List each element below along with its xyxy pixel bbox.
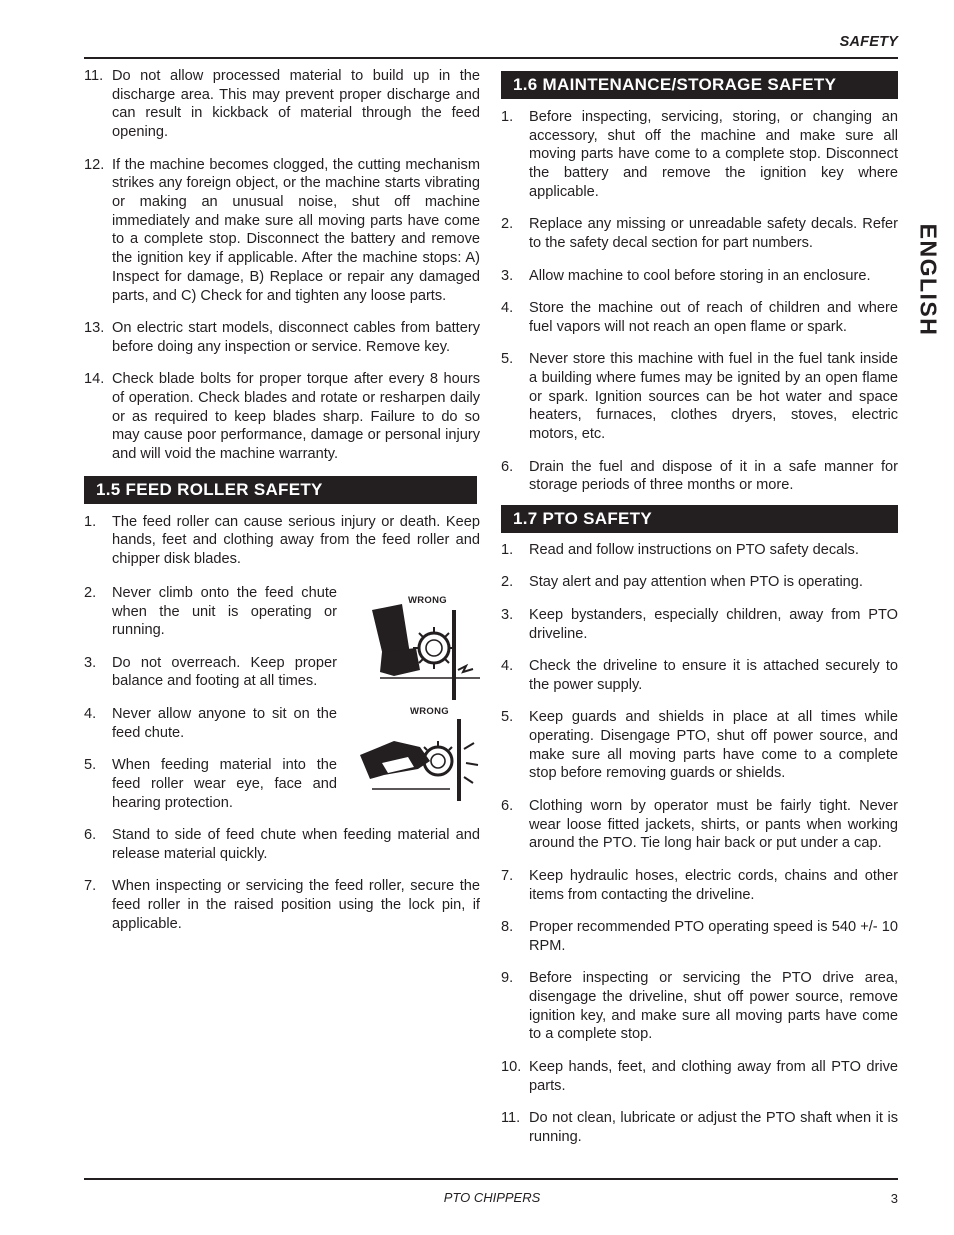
item-text: Do not overreach. Keep proper balance and footing at all times. [112,654,337,690]
item-number: 9. [501,970,514,987]
item-number: 5. [501,351,514,368]
item-text: Check blade bolts for proper torque after every 8 hours of operation. Check blades and rotate or resharpen daily or as required to keep blades sharp. Failure to do so may cause poor performance, damage or personal injury and will void the machine warranty. [112,371,480,463]
item-text: Keep guards and shields in place at all times while operating. Disengage PTO, shut off power source, and make sure all moving parts have come to a complete stop before removing guards or shields. [529,709,898,782]
item-text: Before inspecting or servicing the PTO drive area, disengage the driveline, shut off power source, remove ignition key, and make sure all moving parts have come to a complete stop. [529,970,898,1043]
item-number: 2. [501,574,514,591]
list-item [501,1058,898,1095]
list-item [501,573,898,592]
list-item [84,67,480,142]
footer-rule [84,1178,898,1180]
section-heading-maintenance-storage-safety: 1.6 MAINTENANCE/STORAGE SAFETY [501,71,898,99]
list-item [501,541,898,560]
list-item [501,350,898,444]
list-item [501,458,898,495]
item-number: 2. [84,584,97,601]
item-text: Do not clean, lubricate or adjust the PTO shaft when it is running. [529,1110,898,1145]
item-text: Check the driveline to ensure it is attached securely to the power supply. [529,658,898,693]
section-heading-pto-safety: 1.7 PTO SAFETY [501,505,898,533]
item-text: Clothing worn by operator must be fairly tight. Never wear loose fitted jackets, shirts, or pants when working around the PTO. Tie long hair back or put under a cap. [529,797,898,852]
item-number: 11. [501,1110,521,1127]
item-number: 4. [501,658,514,675]
list-item [501,267,898,286]
item-number: 12. [84,156,105,173]
wrong-label: WRONG [410,706,449,717]
item-text: If the machine becomes clogged, the cutting mechanism strikes any foreign object, or the machine starts vibrating or making an unusual noise, shut off machine immediately and make sure all moving parts have come to a complete stop. Disconnect the battery and remove the ignition key if applicable. After the machine stops: A) Inspect for damage, B) Replace or repair any damaged parts, and C) Check for and tighten any loose parts. [112,156,480,304]
item-number: 2. [501,216,514,233]
item-text: Drain the fuel and dispose of it in a safe manner for storage periods of three months or more. [529,458,898,494]
hand-in-feed-roller-icon [354,703,484,803]
item-text: When inspecting or servicing the feed roller, secure the feed roller in the raised position using the lock pin, if applicable. [112,878,480,932]
item-text: Stand to side of feed chute when feeding material and release material quickly. [112,827,480,862]
list-item [501,867,898,904]
item-number: 8. [501,919,514,936]
list-item [84,756,337,812]
item-text: Keep hydraulic hoses, electric cords, chains and other items from contacting the driveline. [529,867,898,903]
list-item [501,215,898,252]
item-text: Never allow anyone to sit on the feed chute. [112,705,337,741]
item-number: 3. [84,654,97,671]
item-text: Read and follow instructions on PTO safety decals. [529,541,859,558]
item-number: 5. [501,709,514,726]
list-item [501,606,898,643]
wrong-label: WRONG [408,595,447,606]
section-heading-feed-roller-safety: 1.5 FEED ROLLER SAFETY [84,476,477,504]
item-number: 6. [501,458,514,475]
list-item [501,1109,898,1146]
item-number: 5. [84,757,97,774]
item-number: 13. [84,320,105,337]
item-text: Store the machine out of reach of children and where fuel vapors will not reach an open flame or spark. [529,300,898,335]
list-item [84,826,480,863]
item-number: 14. [84,371,105,388]
item-number: 6. [501,797,514,814]
item-number: 7. [501,867,514,884]
item-number: 3. [501,267,514,284]
item-text: Replace any missing or unreadable safety decals. Refer to the safety decal section for part numbers. [529,216,898,252]
list-item [84,705,337,742]
list-item [501,299,898,336]
page-section-label: SAFETY [839,34,898,50]
list-item [84,319,480,356]
maintenance-storage-list [501,108,898,495]
item-text: Before inspecting, servicing, storing, or changing an accessory, shut off the machine and make sure all moving parts have come to a complete stop. Disconnect the battery and remove the ignition key where applicable. [529,109,898,200]
list-item [84,584,337,640]
item-text: Stay alert and pay attention when PTO is operating. [529,574,863,591]
list-item [84,156,480,306]
right-column [501,71,898,1146]
item-text: Do not allow processed material to build up in the discharge area. This may prevent proper discharge and can result in kickback of material through the feed opening. [112,68,480,141]
item-number: 3. [501,606,514,623]
page-number: 3 [890,1191,898,1206]
footer-document-title: PTO CHIPPERS [443,1190,541,1205]
left-column [84,67,480,947]
item-text: Proper recommended PTO operating speed is 540 +/- 10 RPM. [529,919,898,954]
item-number: 11. [84,68,104,84]
item-text: Allow machine to cool before storing in an enclosure. [529,267,871,284]
list-item [501,108,898,202]
item-text: On electric start models, disconnect cables from battery before doing any inspection or service. Remove key. [112,320,480,355]
list-item [501,708,898,783]
wrong-illustration-hand [354,703,484,803]
item-number: 4. [84,705,97,722]
list-item [501,797,898,853]
list-item [84,513,480,569]
item-number: 6. [84,827,97,844]
item-number: 1. [84,513,97,530]
header-rule [84,57,898,59]
list-item [501,918,898,955]
list-item [501,657,898,694]
item-number: 10. [501,1058,522,1075]
list-item [84,370,480,464]
item-text: When feeding material into the feed roller wear eye, face and hearing protection. [112,757,337,811]
continued-safety-list [84,67,480,464]
item-number: 7. [84,878,97,895]
list-item [501,969,898,1044]
item-number: 1. [501,109,514,125]
item-text: Keep hands, feet, and clothing away from all PTO drive parts. [529,1058,898,1094]
climbing-on-feed-chute-icon [354,592,484,700]
item-text: The feed roller can cause serious injury or death. Keep hands, feet and clothing away from the feed roller and chipper disk blades. [112,513,480,568]
language-tab-label: ENGLISH [915,223,942,337]
item-text: Never store this machine with fuel in the fuel tank inside a building where fumes may be ignited by an open flame or spark. Ignition sources can be hot water and space heaters, furnaces, clothes dryers, stoves, electric motors, etc. [529,351,898,443]
list-item [84,877,480,933]
pto-safety-list [501,541,898,1147]
item-number: 4. [501,300,514,317]
item-text: Keep bystanders, especially children, away from PTO driveline. [529,606,898,642]
item-number: 1. [501,541,514,558]
item-text: Never climb onto the feed chute when the unit is operating or running. [112,584,337,639]
list-item [84,654,337,691]
wrong-illustration-climbing [354,592,484,700]
language-tab [905,220,951,340]
